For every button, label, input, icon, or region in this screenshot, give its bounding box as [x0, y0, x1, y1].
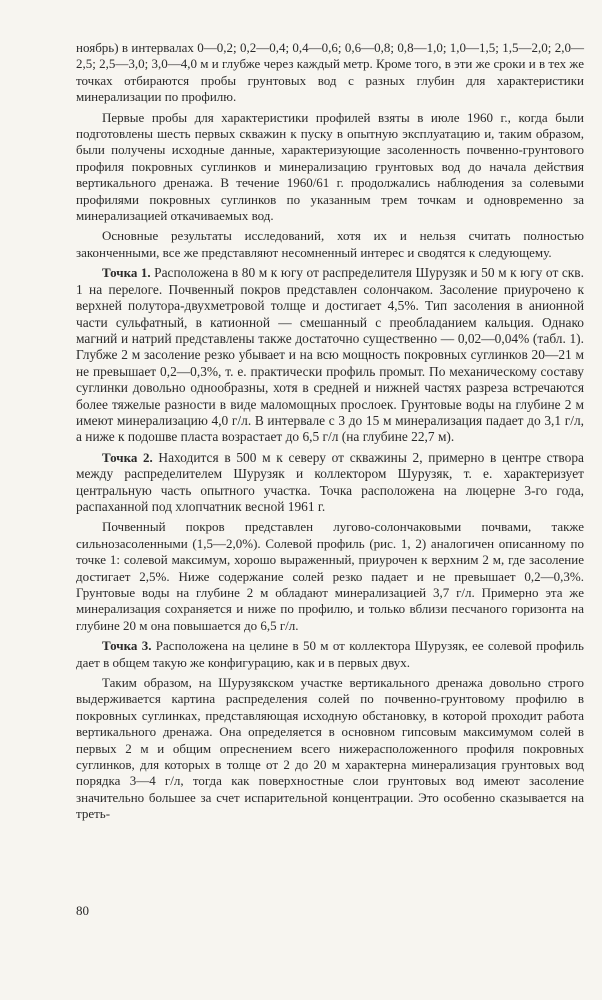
page-number: 80 [76, 903, 89, 918]
paragraph-3-text: Основные результаты исследований, хотя их и нельзя считать полностью законченными, все же представляют несомненный интерес и сводятся к следующему. [76, 228, 584, 260]
paragraph-point-1 [76, 265, 584, 445]
paragraph-point-2 [76, 450, 584, 516]
point-1-heading: Точка 1. [102, 265, 151, 281]
point-1-text: Расположена в 80 м к югу от распределителя Шурузяк и 50 м к югу от скв. 1 на перелоге. Почвенный покров представлен солончаком. Засоление приурочено к верхней полутора-двухметровой толще и достигает 4,5%. Тип засоления в анионной части сульфатный, в катионной — смешанный с преобладанием кальция. Однако магний и натрий представлены также достаточно существенно — 0,02—0,04% (табл. 1). Глубже 2 м засоление резко убывает и на всю мощность покровных суглинков 20—21 м не превышает 0,2—0,3%, т. е. практически профиль промыт. По механическому составу суглинки довольно однообразны, хотя в средней и нижней частях разреза встречаются более тяжелые разности в виде маломощных прослоек. Грунтовые воды на глубине 2 м имеют минерализацию 4,0 г/л. В интервале с 3 до 15 м минерализация падает до 3,1 г/л, а ниже к подошве пласта возрастает до 6,5 г/л (на глубине 22,7 м). [76, 265, 584, 445]
paragraph-6 [76, 519, 584, 634]
paragraph-2 [76, 110, 584, 225]
paragraph-1 [76, 40, 584, 106]
paragraph-point-3 [76, 638, 584, 671]
paragraph-6-text: Почвенный покров представлен лугово-солончаковыми почвами, также сильнозасоленными (1,5—2,0%). Солевой профиль (рис. 1, 2) аналогичен описанному по точке 1: солевой максимум, хорошо выраженный, приурочен к верхним 2 м, где засоление достигает 2,5%. Ниже содержание солей резко падает и не превышает 0,2—0,3%. Грунтовые воды на глубине 2 м обладают минерализацией 3,7 г/л. Примерно эта же минерализация сохраняется и ниже по профилю, и только вблизи песчаного горизонта на глубине 20 м она повышается до 6,5 г/л. [76, 519, 584, 633]
paragraph-1-text: ноябрь) в интервалах 0—0,2; 0,2—0,4; 0,4—0,6; 0,6—0,8; 0,8—1,0; 1,0—1,5; 1,5—2,0; 2,0—2,5; 2,5—3,0; 3,0—4,0 м и глубже через каждый метр. Кроме того, в эти же сроки и в тех же точках отбираются пробы грунтовых вод с разных глубин для характеристики минерализации по профилю. [76, 40, 584, 105]
body-text [76, 40, 584, 823]
paragraph-8-text: Таким образом, на Шурузякском участке вертикального дренажа довольно строго выдерживается картина распределения солей по почвенно-грунтовому профилю в покровных суглинках, представляющая исходную обстановку, в которой проходит работа вертикального дренажа. Она определяется в основном гипсовым максимумом солей в первых 2 м и общим опреснением всего нижерасположенного профиля покровных суглинков, для которых в толще от 2 до 20 м характерна минерализация грунтовых вод порядка 3—4 г/л, тогда как поверхностные слои грунтовых вод имеют засоление значительно большее за счет испарительной концентрации. Это особенно сказывается на треть- [76, 675, 584, 822]
point-2-heading: Точка 2. [102, 449, 153, 465]
point-3-text: Расположена на целине в 50 м от коллектора Шурузяк, ее солевой профиль дает в общем такую же конфигурацию, как и в первых двух. [76, 638, 584, 670]
point-3-heading: Точка 3. [102, 638, 152, 654]
paragraph-3 [76, 228, 584, 261]
paragraph-8 [76, 675, 584, 823]
paragraph-2-text: Первые пробы для характеристики профилей взяты в июле 1960 г., когда были подготовлены шесть первых скважин к пуску в опытную эксплуатацию и, таким образом, были получены исходные данные, характеризующие засоленность почвенно-грунтового профиля покровных суглинков и минерализацию грунтовых вод до начала действия вертикального дренажа. В течение 1960/61 г. продолжались наблюдения за солевыми профилями покровных суглинков по указанным трем точкам и одновременно за минерализацией откачиваемых вод. [76, 109, 584, 224]
point-2-text: Находится в 500 м к северу от скважины 2, примерно в центре створа между распределителем Шурузяк и коллектором Шурузяк, т. е. характеризует центральную часть опытного участка. Точка расположена на люцерне 3-го года, распаханной под хлопчатник весной 1961 г. [76, 449, 584, 514]
